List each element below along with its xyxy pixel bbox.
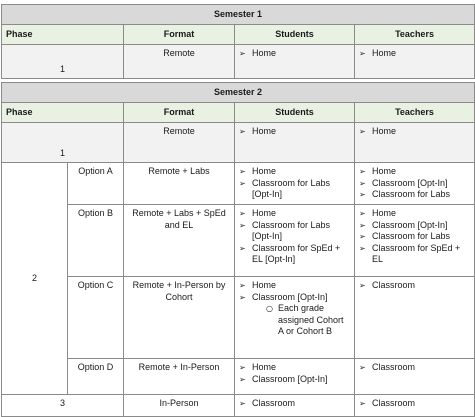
list-item: ➢ Classroom [Opt-In] xyxy=(359,178,470,190)
list-item: ➢ Home xyxy=(359,166,470,178)
format-cell: Remote xyxy=(124,123,235,163)
students-cell xyxy=(235,123,355,163)
teachers-cell xyxy=(355,277,475,359)
list-item: ➢ Home xyxy=(239,166,350,178)
semester-1-title: Semester 1 xyxy=(2,5,475,25)
students-header: Students xyxy=(235,25,355,45)
list-item xyxy=(239,292,350,338)
option-cell: Option B xyxy=(68,205,124,277)
list-item: ➢ Home xyxy=(359,126,470,138)
table-row xyxy=(2,395,475,417)
format-cell: Remote xyxy=(124,45,235,79)
phase-header: Phase xyxy=(2,25,124,45)
table-row xyxy=(2,205,475,277)
teachers-cell xyxy=(355,45,475,79)
list-item: ➢ Home xyxy=(359,208,470,220)
semester-2-table xyxy=(1,82,475,417)
format-cell: Remote + Labs + SpEd and EL xyxy=(124,205,235,277)
list-item: ➢ Home xyxy=(239,48,350,60)
table-row xyxy=(2,163,475,205)
format-cell: Remote + Labs xyxy=(124,163,235,205)
format-header: Format xyxy=(124,25,235,45)
format-cell: Remote + In-Person xyxy=(124,359,235,395)
teachers-cell xyxy=(355,205,475,277)
teachers-header: Teachers xyxy=(355,103,475,123)
format-cell: Remote + In-Person by Cohort xyxy=(124,277,235,359)
list-item: ➢ Classroom xyxy=(239,398,350,410)
option-cell: Option D xyxy=(68,359,124,395)
format-cell: In-Person xyxy=(124,395,235,417)
table-row xyxy=(2,277,475,359)
list-item: ➢ Classroom for Labs xyxy=(359,189,470,201)
list-item: ➢ Home xyxy=(239,126,350,138)
table-row xyxy=(2,45,475,79)
list-item: ➢ Home xyxy=(359,48,470,60)
table-row xyxy=(2,359,475,395)
list-item: ➢ Classroom xyxy=(359,362,470,374)
list-item: ➢ Classroom [Opt-In] xyxy=(239,374,350,386)
semester-1-table xyxy=(1,4,475,79)
students-cell xyxy=(235,395,355,417)
students-cell xyxy=(235,277,355,359)
teachers-cell xyxy=(355,359,475,395)
list-item: ➢ Classroom xyxy=(359,398,470,410)
teachers-cell xyxy=(355,123,475,163)
list-item-label: Classroom [Opt-In] xyxy=(252,291,328,302)
list-item: ➢ Classroom for Labs xyxy=(359,231,470,243)
option-cell: Option C xyxy=(68,277,124,359)
students-cell xyxy=(235,163,355,205)
students-cell xyxy=(235,359,355,395)
list-item: ➢ Classroom for SpEd + EL [Opt-In] xyxy=(239,243,350,266)
list-item: ➢ Home xyxy=(239,362,350,374)
list-item: ➢ Classroom for SpEd + EL xyxy=(359,243,470,266)
format-header: Format xyxy=(124,103,235,123)
teachers-header: Teachers xyxy=(355,25,475,45)
list-item: ➢ Home xyxy=(239,208,350,220)
phase-cell: 1 xyxy=(2,123,124,163)
option-cell: Option A xyxy=(68,163,124,205)
phase-cell: 3 xyxy=(2,395,124,417)
phase-header: Phase xyxy=(2,103,124,123)
teachers-cell xyxy=(355,163,475,205)
list-item: ➢ Classroom for Labs [Opt-In] xyxy=(239,178,350,201)
students-cell xyxy=(235,205,355,277)
students-cell xyxy=(235,45,355,79)
semester-2-title: Semester 2 xyxy=(2,83,475,103)
sub-list-item: ○ Each grade assigned Cohort A or Cohort B xyxy=(266,303,350,338)
teachers-cell xyxy=(355,395,475,417)
phase-cell: 1 xyxy=(2,45,124,79)
table-row xyxy=(2,123,475,163)
list-item: ➢ Classroom for Labs [Opt-In] xyxy=(239,220,350,243)
list-item: ➢ Classroom [Opt-In] xyxy=(359,220,470,232)
phase-cell: 2 xyxy=(2,163,68,395)
list-item: ➢ Classroom xyxy=(359,280,470,292)
students-header: Students xyxy=(235,103,355,123)
list-item: ➢ Home xyxy=(239,280,350,292)
